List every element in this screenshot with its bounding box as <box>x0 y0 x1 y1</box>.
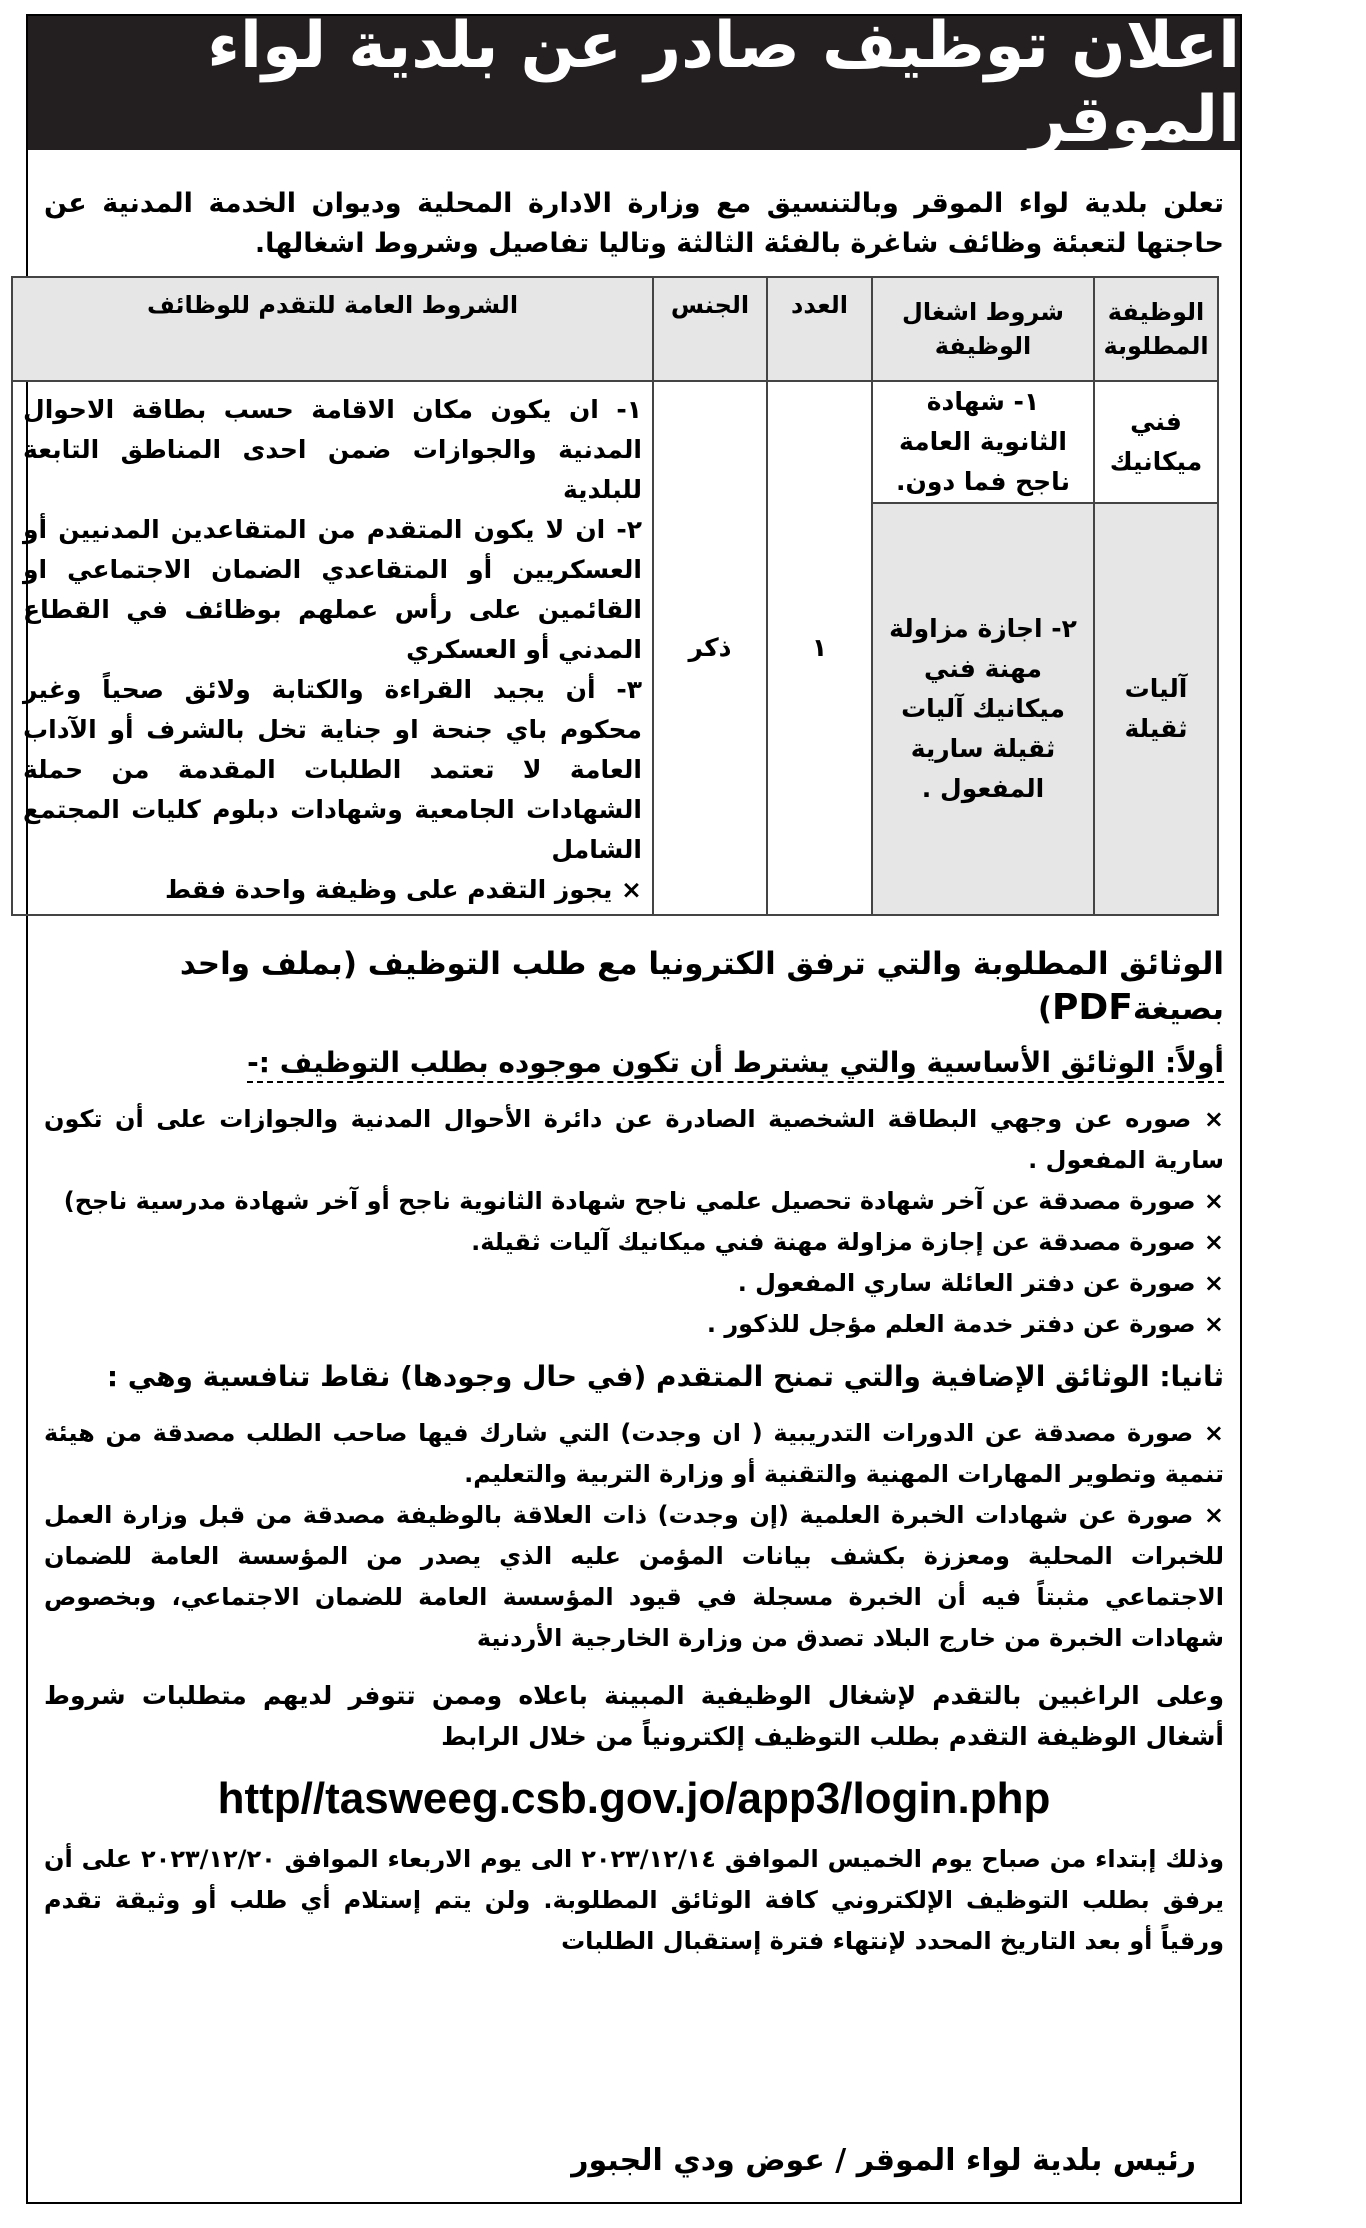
list-item: × صورة عن شهادات الخبرة العلمية (إن وجدت) ذات العلاقة بالوظيفة مصدقة من قبل وزارة العمل للخبرات المحلية ومعززة بكشف بيانات المؤمن عليه الذي يصدر من المؤسسة العامة للضمان الاجتماعي مثبتاً فيه أن الخبرة مسجلة في قيود المؤسسة العامة للضمان الاجتماعي، وبخصوص شهادات الخبرة من خارج البلاد تصدق من وزارة الخارجية الأردنية <box>44 1495 1224 1659</box>
gender-cell: ذكر <box>653 381 767 915</box>
header-gender: الجنس <box>653 277 767 381</box>
pdf-label: PDF <box>1052 987 1133 1028</box>
intro-paragraph: تعلن بلدية لواء الموقر وبالتنسيق مع وزارة الادارة المحلية وديوان الخدمة المدنية عن حاجتها لتعبئة وظائف شاغرة بالفئة الثالثة وتاليا تفاصيل وشروط اشغالها. <box>44 188 1224 259</box>
section2-title: ثانيا: الوثائق الإضافية والتي تمنح المتقدم (في حال وجودها) نقاط تنافسية وهي : <box>106 1360 1224 1393</box>
condition-2: ٢- ان لا يكون المتقدم من المتقاعدين المدنيين أو العسكريين أو المتقاعدي الضمان الاجتماعي او القائمين على رأس عملهم بوظائف في القطاع المدني أو العسكري <box>23 515 642 664</box>
section1-title-text: أولاً: الوثائق الأساسية والتي يشترط أن تكون موجوده بطلب التوظيف :- <box>247 1046 1224 1083</box>
header-job: الوظيفة المطلوبة <box>1094 277 1218 381</box>
qualification-1: ١- شهادة الثانوية العامة ناجح فما دون. <box>872 381 1094 503</box>
header-conditions: الشروط العامة للتقدم للوظائف <box>12 277 653 381</box>
apply-paragraph: وعلى الراغبين بالتقدم لإشغال الوظيفية المبينة باعلاه وممن تتوفر لديهم متطلبات شروط أشغال الوظيفة التقدم بطلب التوظيف إلكترونياً من خلال الرابط <box>44 1681 1224 1751</box>
list-item: × صورة عن دفتر العائلة ساري المفعول . <box>44 1263 1224 1304</box>
list-item: × صورة مصدقة عن آخر شهادة تحصيل علمي ناجح شهادة الثانوية ناجح أو آخر شهادة مدرسية ناجح) <box>44 1181 1224 1222</box>
required-documents-title <box>44 942 1224 1031</box>
signature: رئيس بلدية لواء الموقر / عوض ودي الجبور <box>571 2143 1196 2178</box>
application-url[interactable]: http//tasweeg.csb.gov.jo/app3/login.php <box>217 1774 1051 1823</box>
section1-list <box>44 1099 1224 1345</box>
ad-title: اعلان توظيف صادر عن بلدية لواء الموقر <box>28 16 1240 150</box>
count-cell: ١ <box>767 381 872 915</box>
job-cell-part2: آليات ثقيلة <box>1094 503 1218 915</box>
list-item: × صورة مصدقة عن إجازة مزاولة مهنة فني ميكانيك آليات ثقيلة. <box>44 1222 1224 1263</box>
list-item: × صورة مصدقة عن الدورات التدريبية ( ان وجدت) التي شارك فيها صاحب الطلب مصدقة من هيئة تنمية وتطوير المهارات المهنية والتقنية أو وزارة التربية والتعليم. <box>44 1413 1224 1495</box>
condition-1: ١- ان يكون مكان الاقامة حسب بطاقة الاحوال المدنية والجوازات ضمن احدى المناطق التابعة للبلدية <box>23 395 642 504</box>
general-conditions-cell <box>12 381 653 915</box>
required-documents-text: الوثائق المطلوبة والتي ترفق الكترونيا مع طلب التوظيف (بملف واحد بصيغة <box>179 946 1224 1027</box>
list-item: × صورة عن دفتر خدمة العلم مؤجل للذكور . <box>44 1304 1224 1345</box>
advertisement-page <box>23 9 1242 2204</box>
condition-3: ٣- أن يجيد القراءة والكتابة ولائق صحياً وغير محكوم باي جنحة او جناية تخل بالشرف أو الآداب العامة لا تعتمد الطلبات المقدمة من حملة الشهادات الجامعية وشهادات دبلوم كليات المجتمع الشامل <box>23 675 642 864</box>
section2-list <box>44 1413 1224 1659</box>
jobs-table-row <box>12 381 1218 503</box>
ad-content <box>23 184 1240 1962</box>
header-count: العدد <box>767 277 872 381</box>
list-item: × صوره عن وجهي البطاقة الشخصية الصادرة عن دائرة الأحوال المدنية والجوازات على أن تكون سارية المفعول . <box>44 1099 1224 1181</box>
jobs-table-header-row <box>12 277 1218 381</box>
job-cell-part1: فني ميكانيك <box>1094 381 1218 503</box>
section1-title <box>44 1041 1224 1085</box>
condition-note: × يجوز التقدم على وظيفة واحدة فقط <box>164 875 642 904</box>
jobs-table <box>11 276 1219 916</box>
dates-paragraph: وذلك إبتداء من صباح يوم الخميس الموافق ٢٠٢٣/١٢/١٤ الى يوم الاربعاء الموافق ٢٠٢٣/١٢/٢٠ على أن يرفق بطلب التوظيف الإلكتروني كافة الوثائق المطلوبة. ولن يتم إستلام أي طلب أو وثيقة تقدم ورقياً أو بعد التاريخ المحدد لإنتهاء فترة إستقبال الطلبات <box>44 1845 1224 1955</box>
qualification-2: ٢- اجازة مزاولة مهنة فني ميكانيك آليات ثقيلة سارية المفعول . <box>872 503 1094 915</box>
required-documents-close: ) <box>1037 991 1052 1027</box>
header-qualifications: شروط اشغال الوظيفة <box>872 277 1094 381</box>
